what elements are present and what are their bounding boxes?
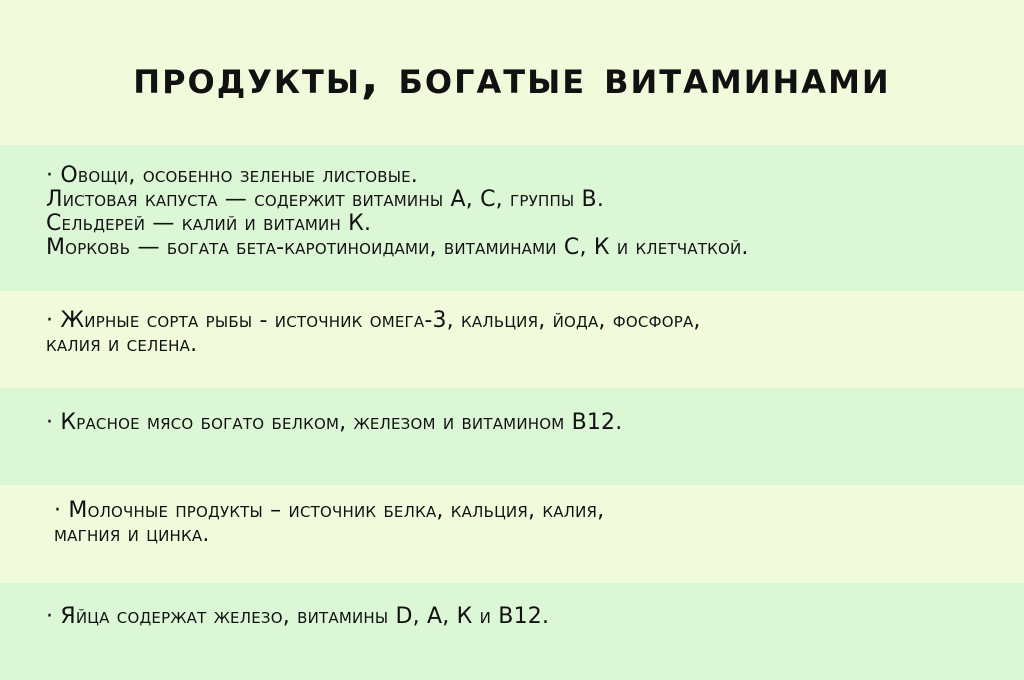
list-item-line: · Жирные сорта рыбы - источник омега-3, кальция, йода, фосфора,: [46, 307, 701, 333]
list-item-eggs: [0, 583, 1024, 680]
list-item-text: [46, 411, 622, 435]
list-item-line: · Яйца содержат железо, витамины D, А, К и В12.: [46, 603, 550, 629]
list-item-line: Сельдерей — калий и витамин К.: [46, 211, 372, 236]
list-item-line: Морковь — богата бета-каротиноидами, витаминами С, К и клетчаткой.: [46, 235, 749, 260]
list-item-line: калия и селена.: [46, 331, 198, 357]
list-item-line: магния и цинка.: [54, 522, 210, 547]
list-item-line: · Красное мясо богато белком, железом и витамином В12.: [46, 409, 623, 435]
page-title: продукты, богатые витаминами: [133, 49, 891, 104]
list-item-vegetables: [0, 145, 1024, 291]
list-item-text: [46, 164, 749, 260]
list-item-line: Листовая капуста — содержит витамины А, С, группы В.: [46, 187, 605, 212]
list-item-red-meat: [0, 388, 1024, 485]
list-item-text: [54, 499, 604, 547]
list-item-dairy: [0, 485, 1024, 583]
list-item-line: · Молочные продукты – источник белка, кальция, калия,: [54, 498, 605, 523]
list-item-line: · Овощи, особенно зеленые листовые.: [46, 163, 419, 188]
list-item-text: [46, 309, 701, 357]
list-item-text: [46, 605, 549, 629]
list-item-fish: [0, 291, 1024, 388]
title-area: [0, 0, 1024, 145]
